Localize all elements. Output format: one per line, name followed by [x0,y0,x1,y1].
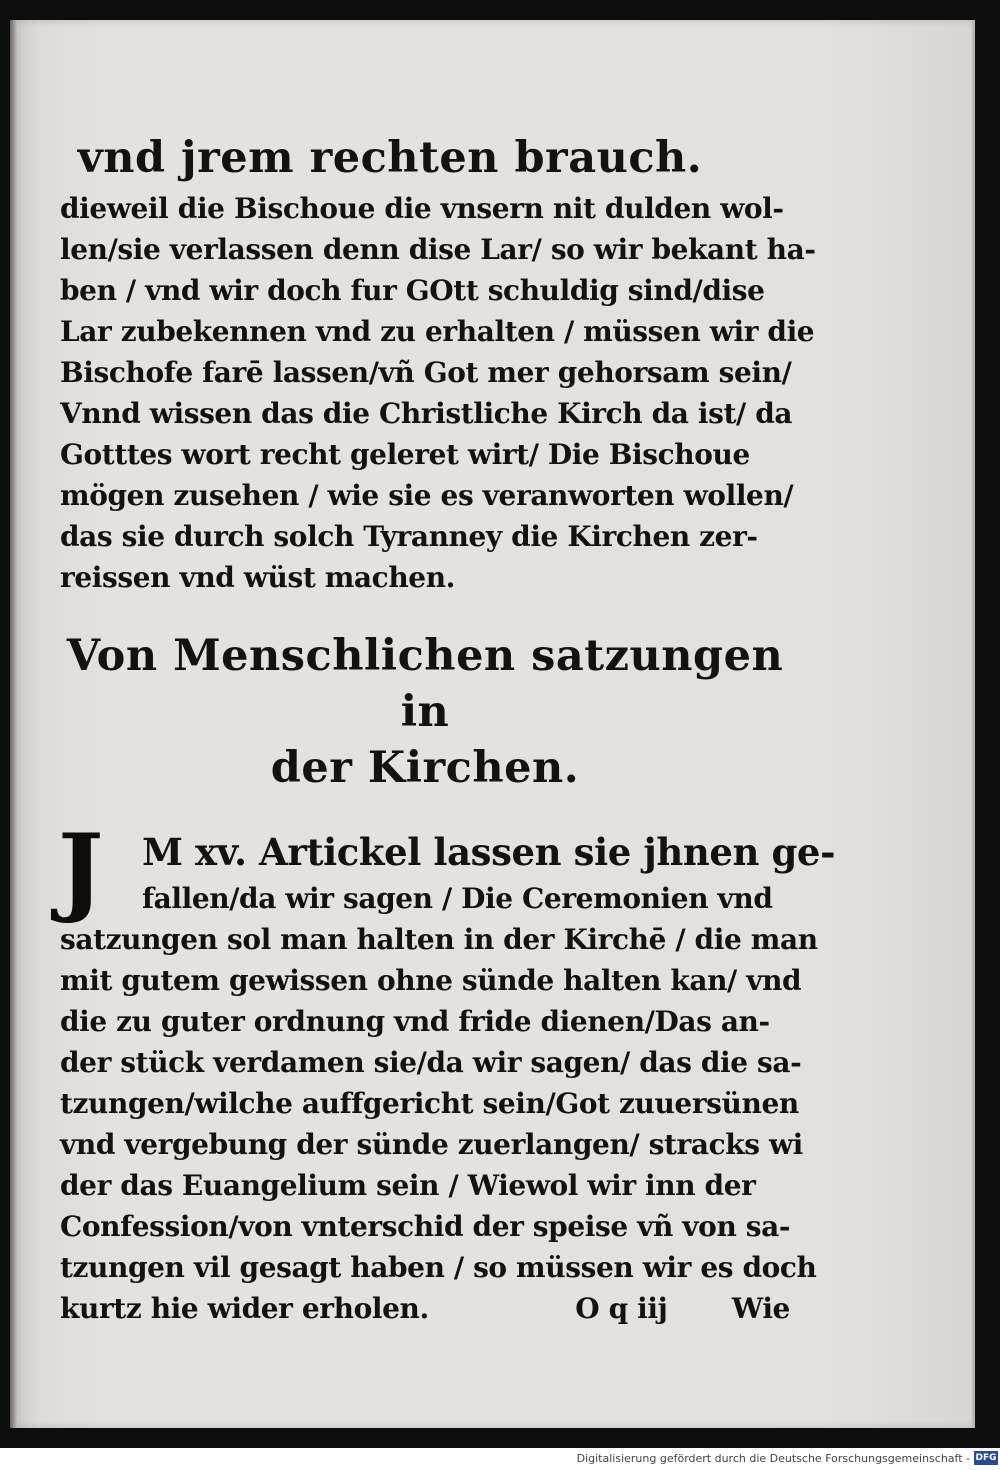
paragraph-2 [58,813,836,1329]
text-line: die zu guter ordnung vnd fride dienen/Das an- [60,1005,770,1038]
text-line: len/sie verlassen denn dise Lar/ so wir bekant ha- [60,233,816,266]
section-title-2-line-2: der Kirchen. [270,743,580,793]
text-line: der stück verdamen sie/da wir sagen/ das die sa- [60,1046,802,1079]
funding-credit: Digitalisierung gefördert durch die Deutsche Forschungsgemeinschaft - [576,1452,970,1465]
text-line: fallen/da wir sagen / Die Ceremonien vnd [142,882,773,915]
signature-mark: O q iij [575,1292,668,1325]
text-line: satzungen sol man halten in der Kirchē / die man [60,923,818,956]
first-line: M xv. Artickel lassen sie jhnen ge- [142,830,836,874]
section-title-1: vnd jrem rechten brauch. [77,133,703,183]
text-line: Vnnd wissen das die Christliche Kirch da ist/ da [60,397,793,430]
dfg-logo: DFG [975,1453,997,1463]
text-line: Lar zubekennen vnd zu erhalten / müssen wir die [60,315,815,348]
text-line: Bischofe farē lassen/vñ Got mer gehorsam sein/ [60,356,792,389]
text-line: reissen vnd wüst machen. [60,561,456,594]
paragraph-1 [60,188,816,598]
text-line: ben / vnd wir doch fur GOtt schuldig sind/dise [60,274,765,307]
text-line: tzungen vil gesagt haben / so müssen wir es doch [60,1251,817,1284]
text-line: vnd vergebung der sünde zuerlangen/ stracks wi [60,1128,803,1161]
text-line: mit gutem gewissen ohne sünde halten kan/ vnd [60,964,802,997]
text-line: Gotttes wort recht geleret wirt/ Die Bischoue [60,438,750,471]
catchword: Wie [731,1292,790,1325]
text-line: das sie durch solch Tyranney die Kirchen zer- [60,520,758,553]
text-line: tzungen/wilche auffgericht sein/Got zuuersünen [60,1087,799,1120]
book-page [10,20,975,1428]
page-gutter [10,20,18,1428]
text-line: dieweil die Bischoue die vnsern nit dulden wol- [60,192,784,225]
section-title-2-line-1: Von Menschlichen satzungen in [66,631,784,737]
last-line [60,1288,790,1329]
page-content [58,130,836,1329]
text-line: der das Euangelium sein / Wiewol wir inn der [60,1169,756,1202]
last-line-text: kurtz hie wider erholen. [60,1292,429,1325]
text-line: mögen zusehen / wie sie es veranworten wollen/ [60,479,794,512]
text-line: Confession/von vnterschid der speise vñ von sa- [60,1210,791,1243]
drop-cap-initial: J [58,813,104,926]
credit-bar [0,1448,1000,1470]
